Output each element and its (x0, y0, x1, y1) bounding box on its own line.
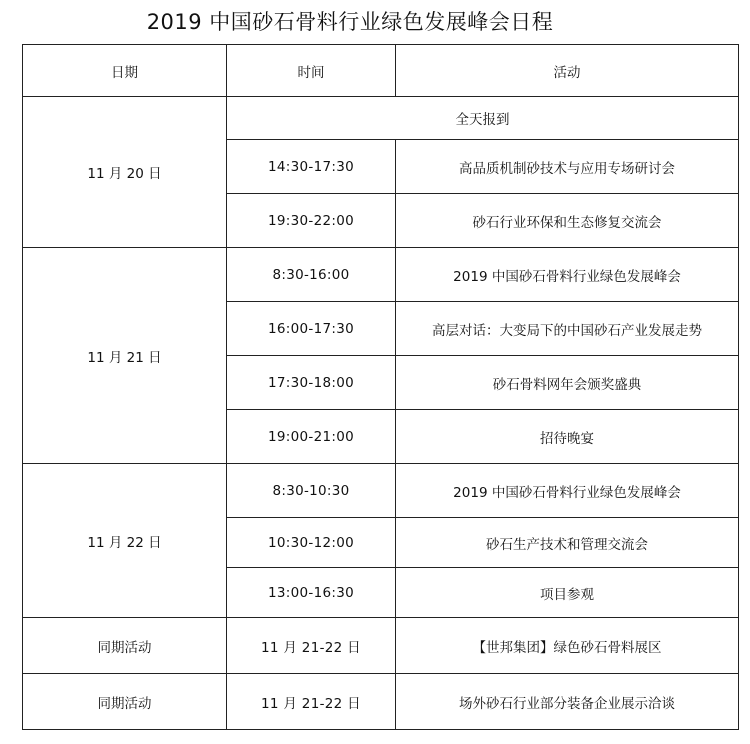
concurrent-label-cell: 同期活动 (23, 618, 227, 674)
date-cell: 11 月 21 日 (23, 248, 227, 464)
header-activity: 活动 (396, 45, 739, 97)
activity-cell: 2019 中国砂石骨料行业绿色发展峰会 (396, 464, 739, 518)
time-cell: 8:30-16:00 (227, 248, 396, 302)
activity-cell: 项目参观 (396, 568, 739, 618)
table-row (23, 97, 739, 140)
time-cell: 17:30-18:00 (227, 356, 396, 410)
table-row (23, 618, 739, 674)
time-cell: 10:30-12:00 (227, 518, 396, 568)
concurrent-label-cell: 同期活动 (23, 674, 227, 730)
page-title: 2019 中国砂石骨料行业绿色发展峰会日程 (146, 10, 554, 34)
activity-cell: 2019 中国砂石骨料行业绿色发展峰会 (396, 248, 739, 302)
time-cell: 19:00-21:00 (227, 410, 396, 464)
time-cell: 11 月 21-22 日 (227, 674, 396, 730)
table-header-row (23, 45, 739, 97)
activity-cell: 高层对话：大变局下的中国砂石产业发展走势 (396, 302, 739, 356)
date-cell: 11 月 20 日 (23, 97, 227, 248)
header-date: 日期 (23, 45, 227, 97)
table-row (23, 248, 739, 302)
time-cell: 19:30-22:00 (227, 194, 396, 248)
table-row (23, 674, 739, 730)
activity-cell: 【世邦集团】绿色砂石骨料展区 (396, 618, 739, 674)
time-cell: 11 月 21-22 日 (227, 618, 396, 674)
header-time: 时间 (227, 45, 396, 97)
activity-cell: 全天报到 (227, 97, 739, 140)
activity-cell: 砂石行业环保和生态修复交流会 (396, 194, 739, 248)
time-cell: 8:30-10:30 (227, 464, 396, 518)
time-cell: 14:30-17:30 (227, 140, 396, 194)
date-cell: 11 月 22 日 (23, 464, 227, 618)
time-cell: 13:00-16:30 (227, 568, 396, 618)
schedule-table (22, 44, 739, 730)
activity-cell: 高品质机制砂技术与应用专场研讨会 (396, 140, 739, 194)
time-cell: 16:00-17:30 (227, 302, 396, 356)
activity-cell: 砂石骨料网年会颁奖盛典 (396, 356, 739, 410)
activity-cell: 招待晚宴 (396, 410, 739, 464)
activity-cell: 场外砂石行业部分装备企业展示洽谈 (396, 674, 739, 730)
table-row (23, 464, 739, 518)
activity-cell: 砂石生产技术和管理交流会 (396, 518, 739, 568)
